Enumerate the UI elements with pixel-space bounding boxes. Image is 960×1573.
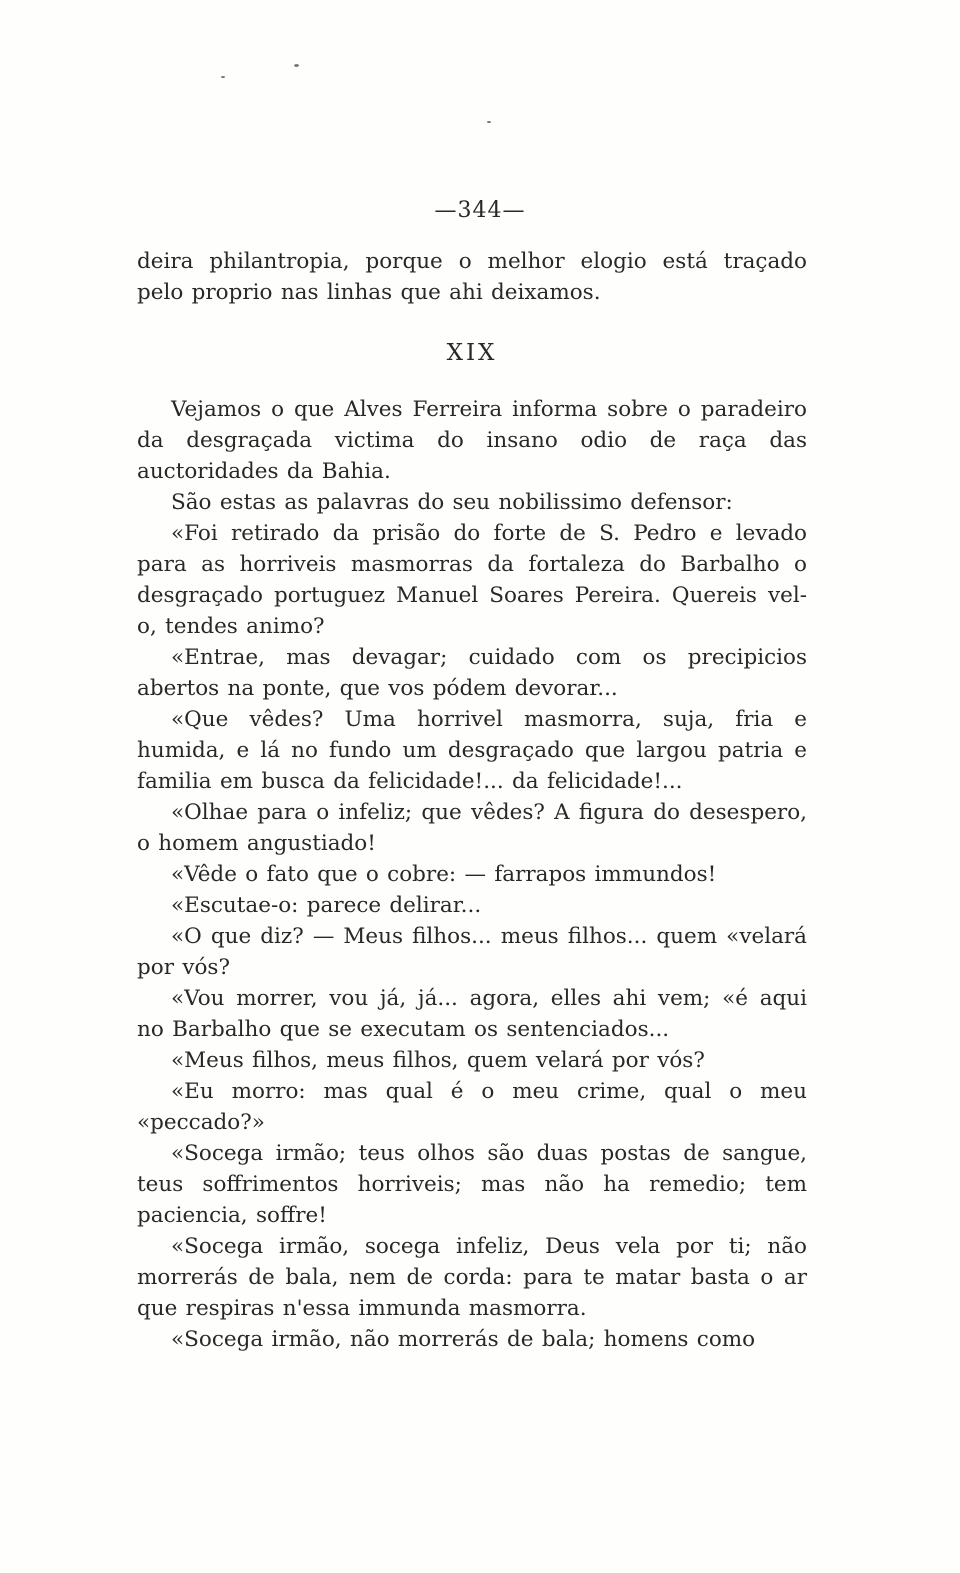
paragraph: São estas as palavras do seu nobilissimo defensor: [171, 490, 733, 515]
scan-speck [221, 76, 225, 78]
paragraph: «Socega irmão, não morrerás de bala; homens como [171, 1327, 756, 1352]
section-heading: XIX [446, 340, 498, 366]
content [137, 246, 807, 1355]
page-number: —344— [434, 198, 526, 223]
paragraph: «Escutae-o: parece delirar... [171, 893, 482, 918]
paragraph: «Que vêdes? Uma horrivel masmorra, suja, fria e humida, e lá no fundo um desgraçado que largou patria e familia em busca da felicidade!... da felicidade!... [137, 707, 807, 794]
paragraph: «O que diz? — Meus filhos... meus filhos... quem «velará por vós? [137, 924, 807, 980]
paragraph: «Socega irmão; teus olhos são duas postas de sangue, teus soffrimentos horriveis; mas não ha remedio; tem paciencia, soffre! [137, 1141, 807, 1228]
paragraph: deira philantropia, porque o melhor elogio está traçado pelo proprio nas linhas que ahi deixamos. [137, 249, 807, 305]
paragraph: Vejamos o que Alves Ferreira informa sobre o paradeiro da desgraçada victima do insano odio de raça das auctoridades da Bahia. [137, 397, 807, 484]
paragraph: «Eu morro: mas qual é o meu crime, qual o meu «peccado?» [137, 1079, 807, 1135]
paragraph: «Vêde o fato que o cobre: — farrapos immundos! [171, 862, 717, 887]
paragraph: «Vou morrer, vou já, já... agora, elles ahi vem; «é aqui no Barbalho que se executam os sentenciados... [137, 986, 807, 1042]
scan-speck [294, 64, 299, 67]
scan-speck [487, 121, 491, 123]
paragraph: «Olhae para o infeliz; que vêdes? A figura do desespero, o homem angustiado! [137, 800, 807, 856]
paragraph: «Foi retirado da prisão do forte de S. Pedro e levado para as horriveis masmorras da fortaleza do Barbalho o desgraçado portuguez Manuel Soares Pereira. Quereis vel-o, tendes animo? [137, 521, 807, 639]
paragraph: «Meus filhos, meus filhos, quem velará por vós? [171, 1048, 705, 1073]
paragraph: «Entrae, mas devagar; cuidado com os precipicios abertos na ponte, que vos pódem devorar... [137, 645, 807, 701]
paragraph: «Socega irmão, socega infeliz, Deus vela por ti; não morrerás de bala, nem de corda: para te matar basta o ar que respiras n'essa immunda masmorra. [137, 1234, 807, 1321]
